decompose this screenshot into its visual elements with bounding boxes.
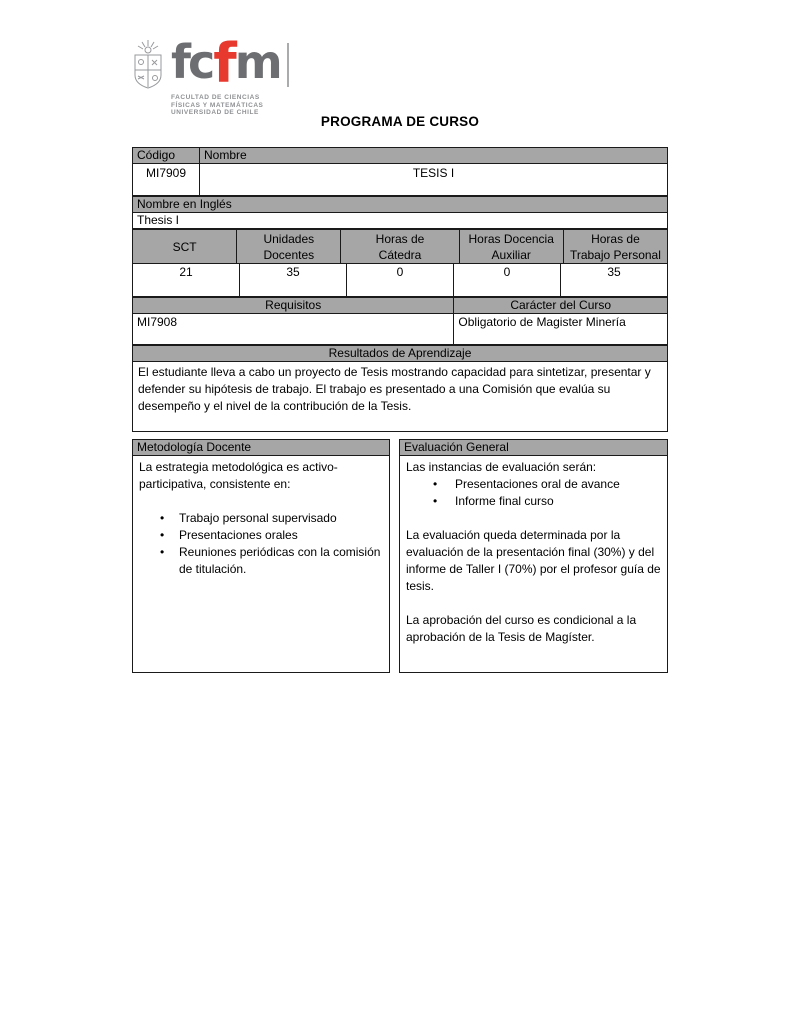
horas-catedra-value: 0 bbox=[346, 264, 453, 296]
sct-value: 21 bbox=[179, 265, 193, 279]
course-id-value-row bbox=[133, 164, 667, 195]
course-program-tables bbox=[132, 147, 668, 673]
evaluacion-intro: Las instancias de evaluación serán: bbox=[406, 460, 597, 474]
horas-trabajo-personal-value: 35 bbox=[560, 264, 667, 296]
caracter-curso-header: Carácter del Curso bbox=[453, 298, 667, 313]
fcfm-letter-f-red: f bbox=[213, 32, 234, 95]
faculty-name-line3: UNIVERSIDAD DE CHILE bbox=[171, 109, 259, 116]
horas-docencia-auxiliar-value: 0 bbox=[453, 264, 560, 296]
metodologia-intro: La estrategia metodológica es activo-participativa, consistente en: bbox=[139, 460, 338, 491]
crest-rays bbox=[138, 40, 158, 53]
requisites-header-row bbox=[133, 298, 667, 314]
learning-outcomes-header-row bbox=[133, 346, 667, 362]
metodologia-docente-header: Metodología Docente bbox=[133, 440, 389, 456]
credits-value-row bbox=[133, 264, 667, 296]
english-name-value: Thesis I bbox=[137, 213, 180, 227]
codigo-value: MI7909 bbox=[145, 166, 187, 180]
university-crest-icon bbox=[131, 40, 165, 117]
nombre-value: TESIS I bbox=[199, 164, 667, 195]
credits-section bbox=[132, 229, 668, 297]
nombre-header: Nombre bbox=[199, 148, 667, 163]
fcfm-letters-fc: fc bbox=[171, 35, 213, 89]
logo-divider-bar bbox=[287, 43, 289, 87]
resultados-aprendizaje-header: Resultados de Aprendizaje bbox=[133, 346, 667, 361]
sct-header: SCT bbox=[133, 230, 236, 263]
unidades-docentes-header: Unidades Docentes bbox=[236, 230, 340, 263]
metodologia-box bbox=[132, 439, 390, 673]
requisitos-header: Requisitos bbox=[133, 298, 453, 313]
course-id-header-row bbox=[133, 148, 667, 164]
horas-trabajo-personal-header: Horas de Trabajo Personal bbox=[563, 230, 667, 263]
evaluacion-body bbox=[400, 456, 667, 649]
learning-outcomes-section bbox=[132, 345, 668, 432]
metodologia-bullet-list bbox=[139, 510, 383, 578]
horas-catedra-header: Horas de Cátedra bbox=[340, 230, 458, 263]
bullet-item: • Presentaciones oral de avance bbox=[433, 476, 661, 493]
course-id-section bbox=[132, 147, 668, 196]
evaluacion-bullet-list bbox=[406, 476, 661, 510]
codigo-header: Código bbox=[133, 148, 199, 163]
metodologia-body bbox=[133, 456, 389, 581]
requisites-section bbox=[132, 297, 668, 345]
english-name-header: Nombre en Inglés bbox=[133, 197, 667, 212]
evaluacion-box bbox=[399, 439, 668, 673]
english-name-section bbox=[132, 196, 668, 229]
english-name-header-row bbox=[133, 197, 667, 213]
bullet-item: • Trabajo personal supervisado bbox=[160, 510, 383, 527]
faculty-name-line2: FÍSICAS Y MATEMÁTICAS bbox=[171, 101, 264, 109]
evaluacion-general-header: Evaluación General bbox=[400, 440, 667, 456]
fcfm-letter-m: m bbox=[234, 35, 280, 89]
bullet-item: • Informe final curso bbox=[433, 493, 661, 510]
credits-header-row bbox=[133, 230, 667, 264]
unidades-docentes-value: 35 bbox=[239, 264, 346, 296]
faculty-name-line1: FACULTAD DE CIENCIAS bbox=[171, 94, 260, 101]
page-title: PROGRAMA DE CURSO bbox=[320, 114, 480, 129]
methodology-evaluation-section bbox=[132, 439, 668, 673]
requisites-value-row bbox=[133, 314, 667, 344]
evaluacion-paragraph-1: La evaluación queda determinada por la evaluación de la presentación final (30%) y del informe de Taller I (70%) por el profesor guía de tesis. bbox=[406, 528, 661, 593]
english-name-value-row bbox=[133, 213, 667, 228]
caracter-curso-value: Obligatorio de Magister Minería bbox=[453, 314, 667, 344]
fcfm-wordmark bbox=[171, 32, 289, 95]
requisitos-value: MI7908 bbox=[137, 315, 178, 329]
horas-docencia-auxiliar-header: Horas Docencia Auxiliar bbox=[459, 230, 563, 263]
bullet-item: • Reuniones periódicas con la comisión de titulación. bbox=[160, 544, 383, 578]
bullet-item: • Presentaciones orales bbox=[160, 527, 383, 544]
fcfm-logo bbox=[131, 32, 289, 117]
resultados-aprendizaje-text: El estudiante lleva a cabo un proyecto de Tesis mostrando capacidad para sintetizar, presentar y defender su hipótesis de trabajo. El trabajo es presentado a una Comisión que evalúa su desempeño y el nivel de la contribución de la Tesis. bbox=[138, 365, 651, 413]
evaluacion-paragraph-2: La aprobación del curso es condicional a la aprobación de la Tesis de Magíster. bbox=[406, 613, 637, 644]
